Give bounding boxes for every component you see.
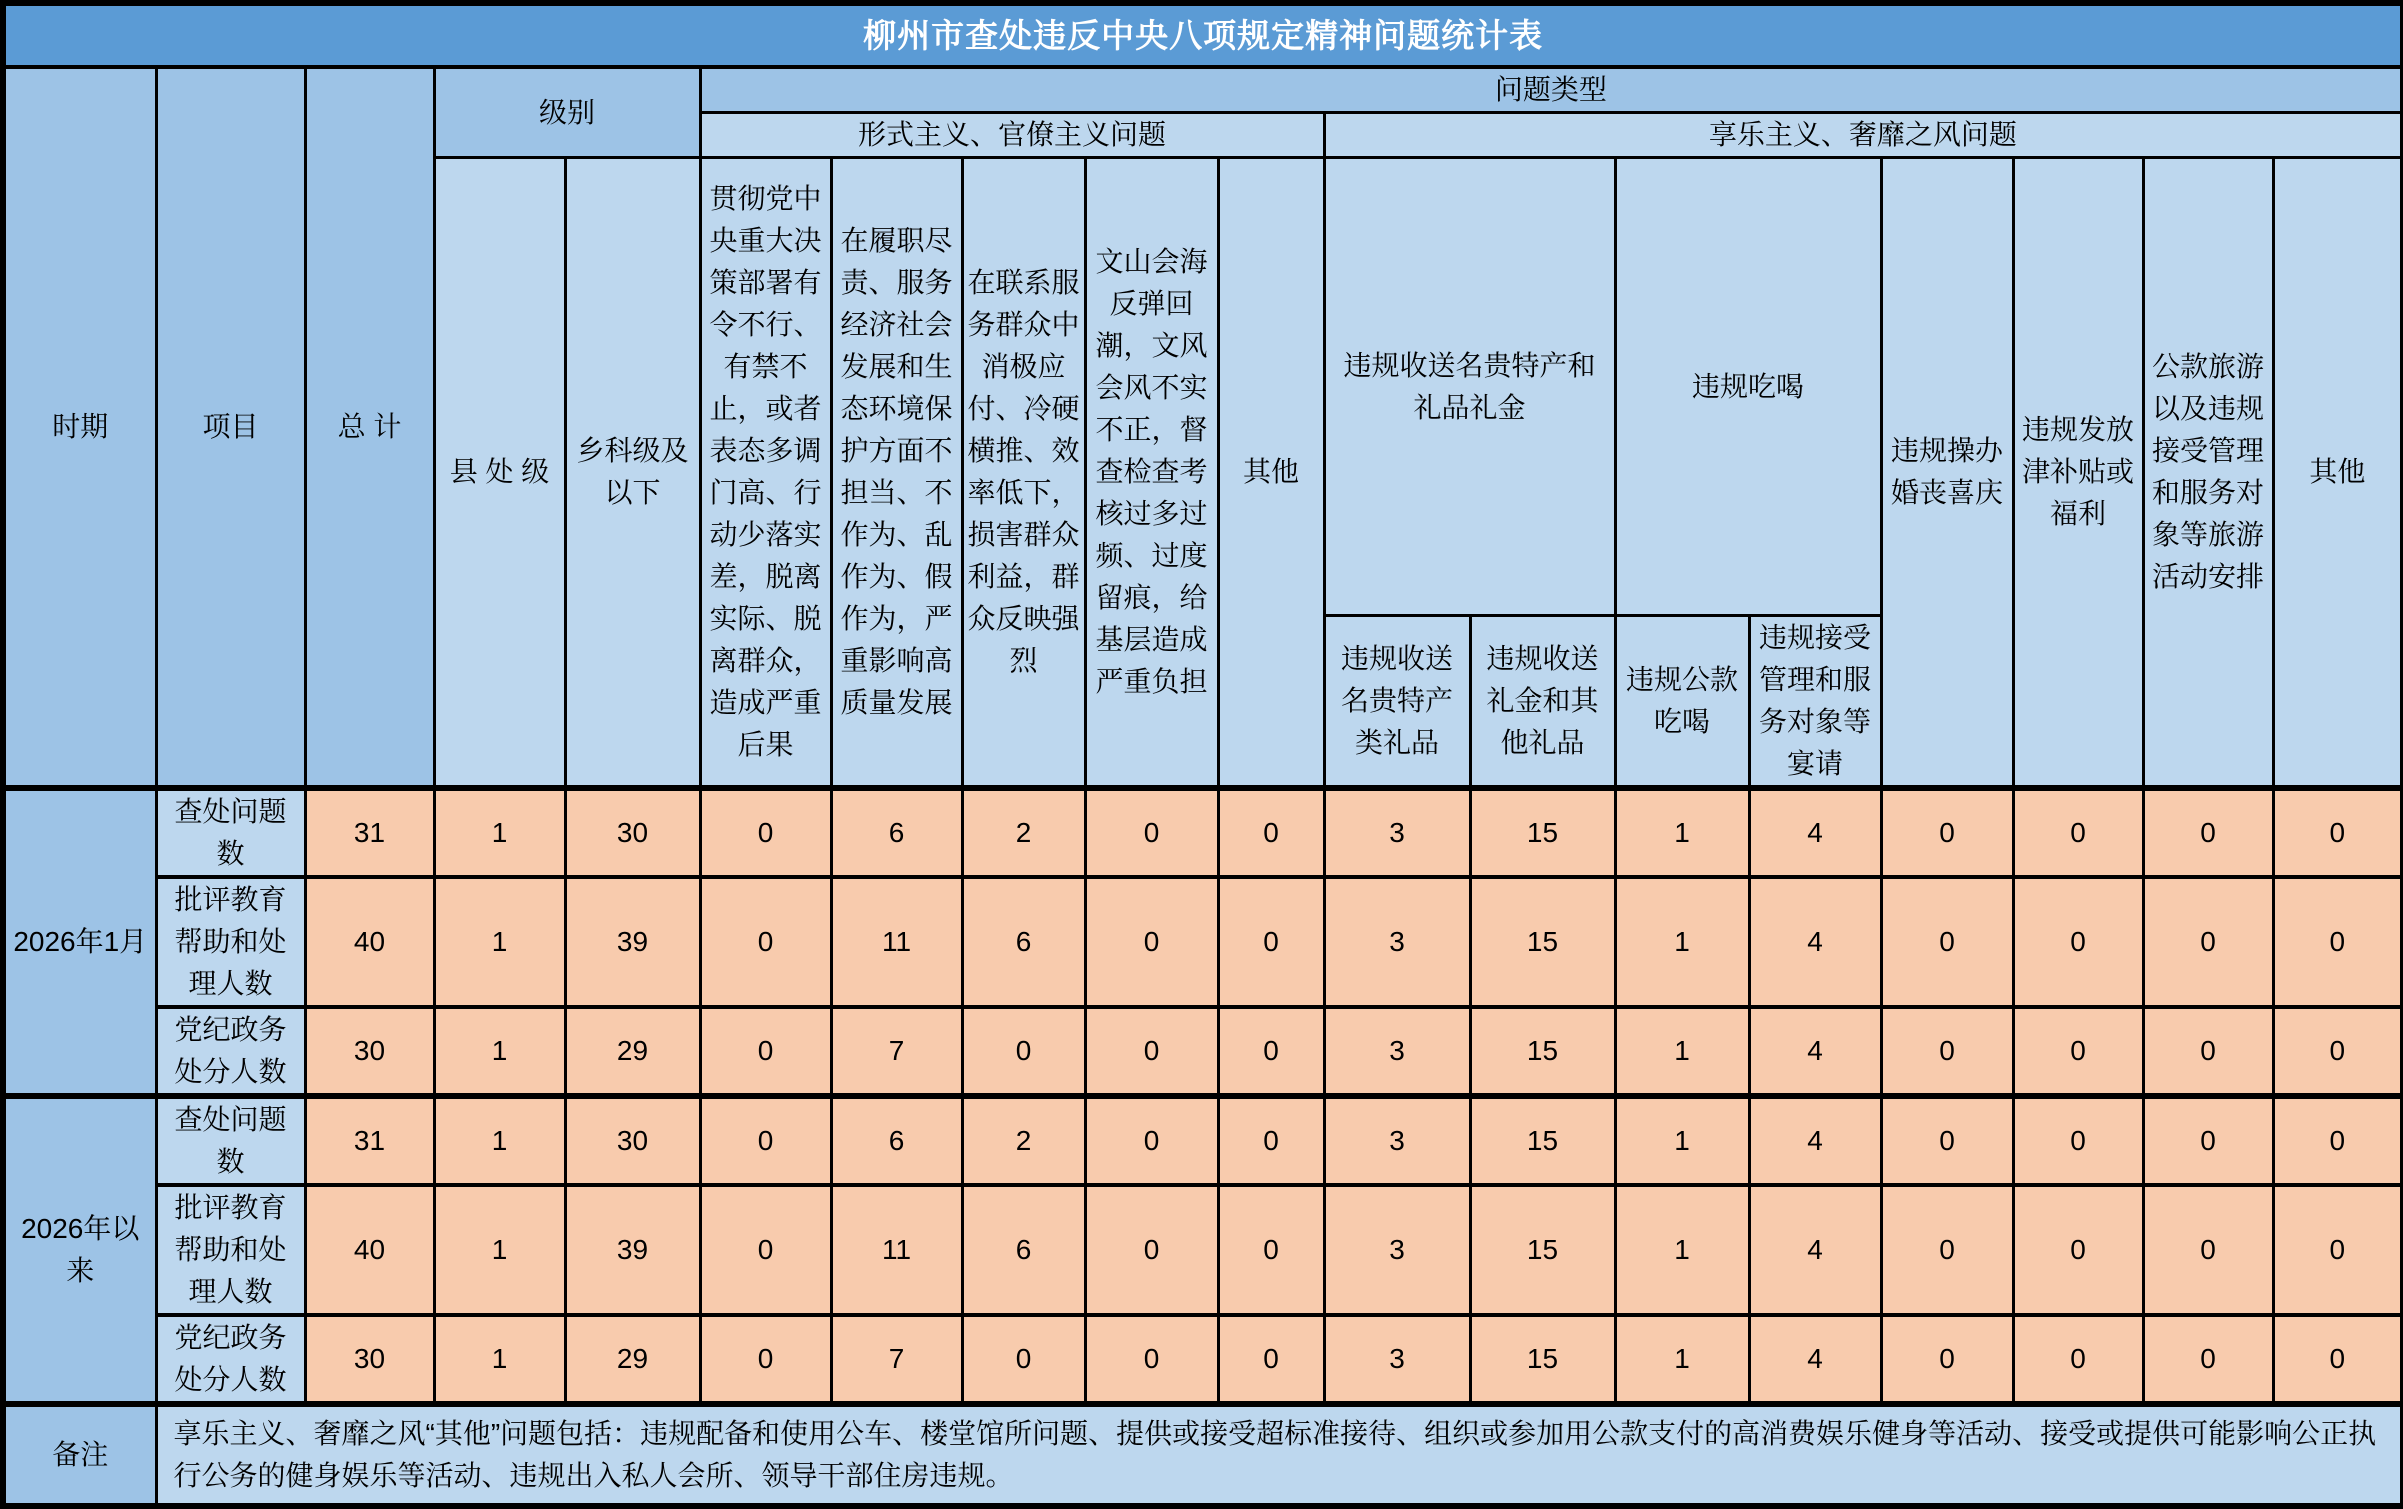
data-cell: 0 <box>2273 1185 2403 1315</box>
data-cell: 0 <box>2143 788 2273 877</box>
data-cell: 0 <box>1085 1007 1218 1096</box>
row-label: 批评教育帮助和处理人数 <box>156 877 305 1007</box>
data-cell: 0 <box>2013 1315 2143 1404</box>
data-cell: 7 <box>831 1007 962 1096</box>
data-cell: 0 <box>1881 1315 2013 1404</box>
row-label: 党纪政务处分人数 <box>156 1315 305 1404</box>
data-cell: 1 <box>434 877 565 1007</box>
data-cell: 15 <box>1470 788 1615 877</box>
data-cell: 1 <box>434 1007 565 1096</box>
data-cell: 1 <box>434 1315 565 1404</box>
data-cell: 4 <box>1749 1096 1881 1185</box>
data-cell: 39 <box>565 1185 700 1315</box>
data-cell: 0 <box>700 788 831 877</box>
data-cell: 1 <box>1615 877 1749 1007</box>
data-cell: 0 <box>1085 1315 1218 1404</box>
data-cell: 4 <box>1749 1185 1881 1315</box>
data-cell: 0 <box>700 1315 831 1404</box>
data-cell: 0 <box>2143 1007 2273 1096</box>
data-cell: 0 <box>1218 877 1324 1007</box>
period-cell: 2026年1月 <box>3 788 156 1096</box>
data-cell: 40 <box>305 877 434 1007</box>
page-title: 柳州市查处违反中央八项规定精神问题统计表 <box>3 3 2403 67</box>
col-header-gifts-money: 违规收送礼金和其他礼品 <box>1470 616 1615 789</box>
data-cell: 4 <box>1749 1315 1881 1404</box>
data-cell: 6 <box>962 1185 1085 1315</box>
data-cell: 0 <box>700 1096 831 1185</box>
data-cell: 0 <box>1085 1185 1218 1315</box>
note-label: 备注 <box>3 1404 156 1506</box>
data-cell: 0 <box>2143 877 2273 1007</box>
row-label: 查处问题数 <box>156 788 305 877</box>
data-cell: 0 <box>1085 788 1218 877</box>
data-cell: 6 <box>831 788 962 877</box>
data-cell: 30 <box>305 1007 434 1096</box>
row-label: 批评教育帮助和处理人数 <box>156 1185 305 1315</box>
data-cell: 0 <box>2273 1096 2403 1185</box>
data-cell: 0 <box>1085 1096 1218 1185</box>
data-cell: 30 <box>565 1096 700 1185</box>
data-cell: 0 <box>1218 1007 1324 1096</box>
row-label: 党纪政务处分人数 <box>156 1007 305 1096</box>
data-cell: 0 <box>1218 1096 1324 1185</box>
data-cell: 4 <box>1749 788 1881 877</box>
col-header-formalism-policy: 贯彻党中央重大决策部署有令不行、有禁不止，或者表态多调门高、行动少落实差，脱离实际、脱离群众，造成严重后果 <box>700 158 831 789</box>
data-cell: 15 <box>1470 877 1615 1007</box>
data-cell: 1 <box>1615 1315 1749 1404</box>
data-cell: 4 <box>1749 877 1881 1007</box>
data-cell: 0 <box>2273 1315 2403 1404</box>
data-cell: 3 <box>1324 1315 1470 1404</box>
col-header-travel: 公款旅游以及违规接受管理和服务对象等旅游活动安排 <box>2143 158 2273 789</box>
data-cell: 1 <box>1615 1185 1749 1315</box>
data-cell: 4 <box>1749 1007 1881 1096</box>
data-cell: 0 <box>962 1315 1085 1404</box>
data-cell: 15 <box>1470 1007 1615 1096</box>
data-cell: 1 <box>434 1096 565 1185</box>
col-group-hedonism: 享乐主义、奢靡之风问题 <box>1324 113 2403 158</box>
data-cell: 15 <box>1470 1096 1615 1185</box>
data-cell: 15 <box>1470 1315 1615 1404</box>
data-cell: 0 <box>2013 877 2143 1007</box>
col-header-formalism-other: 其他 <box>1218 158 1324 789</box>
period-cell: 2026年以来 <box>3 1096 156 1404</box>
col-header-formalism-duty: 在履职尽责、服务经济社会发展和生态环境保护方面不担当、不作为、乱作为、假作为，严重影响高质量发展 <box>831 158 962 789</box>
data-cell: 0 <box>962 1007 1085 1096</box>
col-header-public-dining: 违规公款吃喝 <box>1615 616 1749 789</box>
col-header-wedding: 违规操办婚丧喜庆 <box>1881 158 2013 789</box>
data-cell: 0 <box>2143 1096 2273 1185</box>
data-cell: 0 <box>1218 1315 1324 1404</box>
data-cell: 0 <box>1881 1185 2013 1315</box>
col-header-formalism-meetings: 文山会海反弹回潮，文风会风不实不正，督查检查考核过多过频、过度留痕，给基层造成严重负担 <box>1085 158 1218 789</box>
col-header-allowance: 违规发放津补贴或福利 <box>2013 158 2143 789</box>
data-cell: 39 <box>565 877 700 1007</box>
col-header-township-level: 乡科级及以下 <box>565 158 700 789</box>
data-cell: 1 <box>1615 1096 1749 1185</box>
note-text: 享乐主义、奢靡之风“其他”问题包括：违规配备和使用公车、楼堂馆所问题、提供或接受超标准接待、组织或参加用公款支付的高消费娱乐健身等活动、接受或提供可能影响公正执行公务的健身娱乐等活动、违规出入私人会所、领导干部住房违规。 <box>156 1404 2403 1506</box>
data-cell: 0 <box>2143 1185 2273 1315</box>
data-cell: 0 <box>1881 1007 2013 1096</box>
data-cell: 0 <box>2013 1185 2143 1315</box>
data-cell: 0 <box>2273 788 2403 877</box>
data-cell: 0 <box>1085 877 1218 1007</box>
data-cell: 3 <box>1324 788 1470 877</box>
data-cell: 0 <box>1218 788 1324 877</box>
data-cell: 0 <box>1881 877 2013 1007</box>
data-cell: 31 <box>305 788 434 877</box>
data-cell: 1 <box>1615 1007 1749 1096</box>
data-cell: 0 <box>1881 1096 2013 1185</box>
data-cell: 15 <box>1470 1185 1615 1315</box>
data-cell: 6 <box>962 877 1085 1007</box>
data-cell: 0 <box>2013 788 2143 877</box>
data-cell: 11 <box>831 1185 962 1315</box>
data-cell: 40 <box>305 1185 434 1315</box>
data-cell: 0 <box>700 877 831 1007</box>
data-cell: 11 <box>831 877 962 1007</box>
data-cell: 3 <box>1324 1096 1470 1185</box>
col-header-banquet: 违规接受管理和服务对象等宴请 <box>1749 616 1881 789</box>
data-cell: 3 <box>1324 1185 1470 1315</box>
data-cell: 3 <box>1324 877 1470 1007</box>
data-cell: 7 <box>831 1315 962 1404</box>
data-cell: 6 <box>831 1096 962 1185</box>
col-header-county-level: 县 处 级 <box>434 158 565 789</box>
data-cell: 0 <box>2013 1096 2143 1185</box>
data-cell: 0 <box>1881 788 2013 877</box>
col-header-item: 项目 <box>156 67 305 788</box>
data-cell: 31 <box>305 1096 434 1185</box>
col-header-total: 总 计 <box>305 67 434 788</box>
data-cell: 0 <box>1218 1185 1324 1315</box>
data-cell: 0 <box>2013 1007 2143 1096</box>
data-cell: 0 <box>2273 877 2403 1007</box>
data-cell: 1 <box>434 1185 565 1315</box>
col-group-dining: 违规吃喝 <box>1615 158 1881 616</box>
data-cell: 29 <box>565 1315 700 1404</box>
data-cell: 30 <box>565 788 700 877</box>
col-group-level: 级别 <box>434 67 700 158</box>
data-cell: 1 <box>1615 788 1749 877</box>
data-cell: 2 <box>962 788 1085 877</box>
col-header-period: 时期 <box>3 67 156 788</box>
row-label: 查处问题数 <box>156 1096 305 1185</box>
data-cell: 0 <box>700 1007 831 1096</box>
col-header-formalism-masses: 在联系服务群众中消极应付、冷硬横推、效率低下，损害群众利益，群众反映强烈 <box>962 158 1085 789</box>
data-cell: 0 <box>700 1185 831 1315</box>
data-cell: 29 <box>565 1007 700 1096</box>
data-cell: 1 <box>434 788 565 877</box>
data-cell: 0 <box>2273 1007 2403 1096</box>
col-header-gifts-specialty: 违规收送名贵特产类礼品 <box>1324 616 1470 789</box>
data-cell: 0 <box>2143 1315 2273 1404</box>
data-cell: 2 <box>962 1096 1085 1185</box>
data-cell: 30 <box>305 1315 434 1404</box>
col-header-hedonism-other: 其他 <box>2273 158 2403 789</box>
col-group-problem-type: 问题类型 <box>700 67 2403 113</box>
data-cell: 3 <box>1324 1007 1470 1096</box>
col-group-gifts: 违规收送名贵特产和礼品礼金 <box>1324 158 1615 616</box>
col-group-formalism: 形式主义、官僚主义问题 <box>700 113 1324 158</box>
